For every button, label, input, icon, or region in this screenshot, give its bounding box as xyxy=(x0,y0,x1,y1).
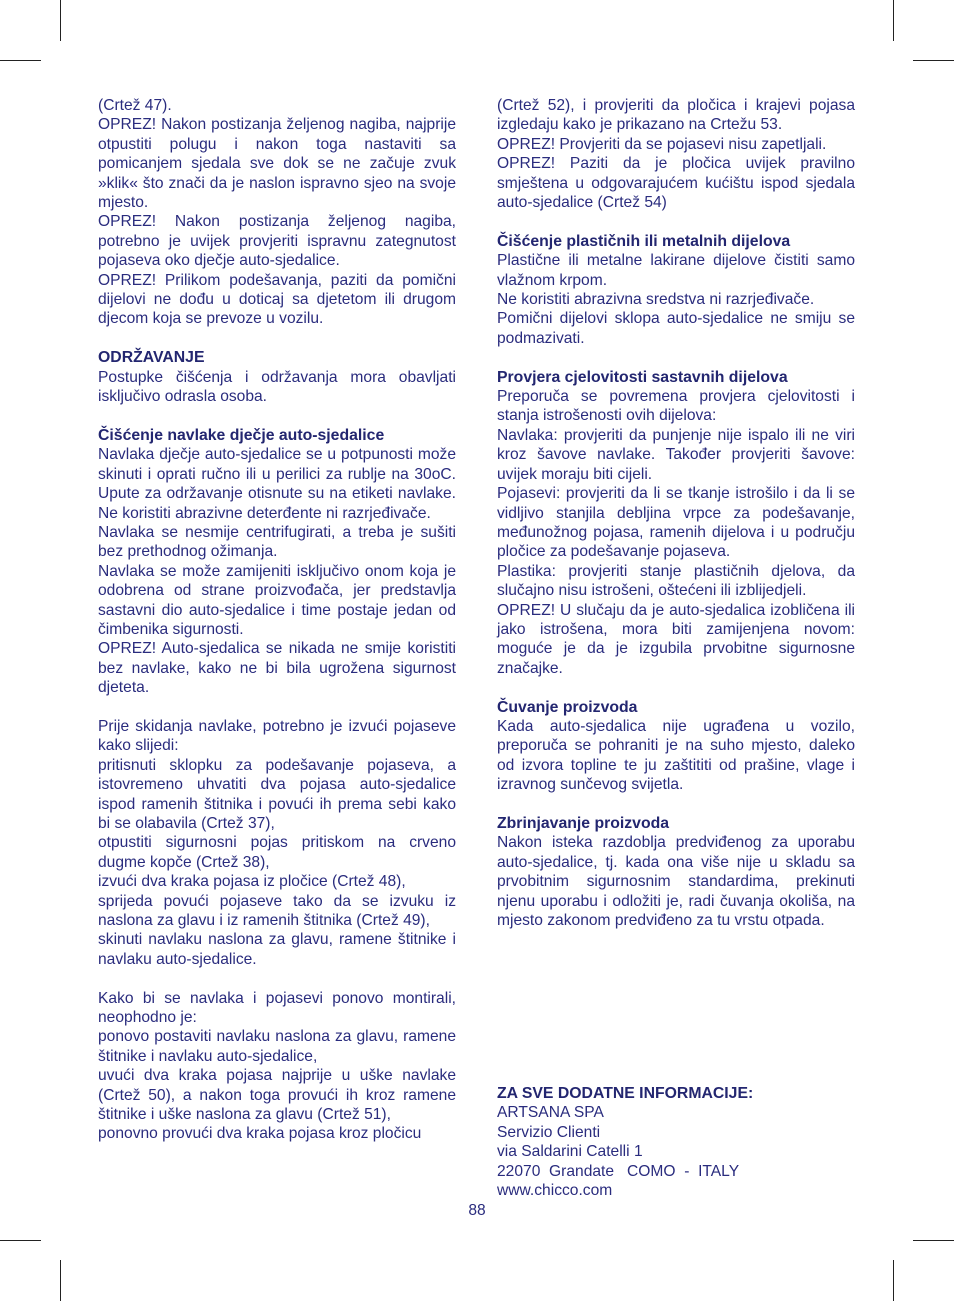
paragraph: Nakon isteka razdoblja predviđenog za uporabu auto-sjedalice, tj. kada ona više nije u skladu sa prvobitnim sigurnosnim standardima, prekinuti njenu uporabu i odložiti je, radi čuvanja okoliša, na mjesto zakonom predviđeno za tu vrstu otpada. xyxy=(497,834,855,929)
paragraph: Pojasevi: provjeriti da li se tkanje istrošilo i da li se vidljivo stanjila debljina vrpce za podešavanje, međunožnog pojasa, ramenih dijelova i u području pločice za podešavanje pojaseva. xyxy=(497,485,855,561)
crop-mark xyxy=(893,1260,894,1301)
contact-line: via Saldarini Catelli 1 xyxy=(497,1143,643,1161)
paragraph: Prije skidanja navlake, potrebno je izvući pojaseve kako slijedi: xyxy=(98,717,456,755)
paragraph-gap xyxy=(98,698,456,717)
section-heading: ODRŽAVANJE xyxy=(98,349,205,367)
paragraph: OPREZ! Prilikom podešavanja, paziti da pomični dijelovi ne dođu u doticaj sa djetetom ili drugom djecom koja se prevoze u vozilu. xyxy=(98,271,456,328)
paragraph: Kako bi se navlaka i pojasevi ponovo montirali, neophodno je: xyxy=(98,989,456,1027)
contact-line: ARTSANA SPA xyxy=(497,1104,604,1122)
paragraph: skinuti navlaku naslona za glavu, ramene štitnike i navlaku auto-sjedalice. xyxy=(98,931,456,968)
paragraph: Navlaka se može zamijeniti isključivo onom koja je odobrena od strane proizvođača, jer predstavlja sastavni dio auto-sjedalice i time postaje jedan od čimbenika sigurnosti. xyxy=(98,562,456,638)
paragraph: OPREZ! Auto-sjedalica se nikada ne smije koristiti bez navlake, kako ne bi bila ugrožena sigurnost djeteta. xyxy=(98,640,456,697)
paragraph: Plastika: provjeriti stanje plastičnih djelova, da slučajno nisu istrošeni, oštećeni ili izblijedjeli. xyxy=(497,562,855,600)
contact-line: Servizio Clienti xyxy=(497,1123,601,1141)
paragraph-gap xyxy=(98,329,456,348)
section-heading: Čišćenje navlake dječje auto-sjedalice xyxy=(98,426,385,444)
contact-website-link[interactable]: www.chicco.com xyxy=(497,1182,613,1200)
paragraph: OPREZ! U slučaju da je auto-sjedalica izobličena ili jako istrošena, mora biti zamijenjena novom: moguće je da je izgubila prvobitne sigurnosne značajke. xyxy=(497,601,855,677)
paragraph-gap xyxy=(497,348,855,367)
contact-heading: ZA SVE DODATNE INFORMACIJE: xyxy=(497,1085,754,1102)
paragraph-gap xyxy=(497,212,855,231)
paragraph-gap xyxy=(98,406,456,425)
section-heading: Provjera cjelovitosti sastavnih dijelova xyxy=(497,368,788,386)
paragraph: OPREZ! Paziti da je pločica uvijek pravilno smještena u odgovarajućem kućištu ispod sjedala auto-sjedalice (Crtež 54) xyxy=(497,155,855,212)
paragraph: ponovo postaviti navlaku naslona za glavu, ramene štitnike i navlaku auto-sjedalice, xyxy=(98,1028,456,1065)
crop-mark xyxy=(60,0,61,41)
paragraph: sprijeda povući pojaseve tako da se izvuku iz naslona za glavu i iz ramenih štitnika (Crtež 49), xyxy=(98,892,456,930)
paragraph: otpustiti sigurnosni pojas pritiskom na crveno dugme kopče (Crtež 38), xyxy=(98,834,456,871)
paragraph-gap xyxy=(497,678,855,697)
paragraph-gap xyxy=(497,795,855,814)
paragraph: Ne koristiti abrazivna sredstva ni razrjeđivače. xyxy=(497,291,815,309)
paragraph: Postupke čišćenja i održavanja mora obavljati isključivo odrasla osoba. xyxy=(98,368,456,406)
crop-mark xyxy=(913,1240,954,1241)
paragraph: Pomični dijelovi sklopa auto-sjedalice ne smiju se podmazivati. xyxy=(497,310,855,347)
paragraph: OPREZ! Nakon postizanja željenog nagiba, potrebno je uvijek provjeriti ispravnu zategnutost pojaseva oko dječje auto-sjedalice. xyxy=(98,213,456,270)
paragraph: Kada auto-sjedalica nije ugrađena u vozilo, preporuča se pohraniti je na suho mjesto, daleko od izvora topline te ju zaštititi od prašine, vlage i izravnog sunčevog svijetla. xyxy=(497,717,855,794)
paragraph: OPREZ! Provjeriti da se pojasevi nisu zapetljali. xyxy=(497,135,827,153)
paragraph: Plastične ili metalne lakirane dijelove čistiti samo vlažnom krpom. xyxy=(497,252,855,289)
section-heading: Čišćenje plastičnih ili metalnih dijelova xyxy=(497,232,791,250)
contact-line: 22070 Grandate COMO - ITALY xyxy=(497,1162,740,1180)
paragraph: Navlaka dječje auto-sjedalice se u potpunosti može skinuti i oprati ručno ili u perilici za rublje na 30oC. Upute za održavanje otisnute su na etiketi navlake. Ne koristiti abrazivne deterđente ni razrjeđivače. xyxy=(98,446,456,522)
paragraph-gap xyxy=(98,969,456,988)
crop-mark xyxy=(893,0,894,41)
crop-mark xyxy=(0,60,41,61)
paragraph: Navlaka: provjeriti da punjenje nije ispalo ili ne viri kroz šavove navlake. Također provjeriti šavove: uvijek moraju biti cijeli. xyxy=(497,426,855,483)
paragraph: izvući dva kraka pojasa iz pločice (Crtež 48), xyxy=(98,873,406,891)
section-heading: Čuvanje proizvoda xyxy=(497,698,638,716)
paragraph: (Crtež 47). xyxy=(98,97,172,114)
page-number: 88 xyxy=(468,1202,486,1219)
paragraph: Preporuča se povremena provjera cjelovitosti i stanja istrošenosti ovih dijelova: xyxy=(497,388,855,425)
paragraph: OPREZ! Nakon postizanja željenog nagiba, najprije otpustiti polugu i nakon toga nastaviti sa pomicanjem sjedala sve dok se ne začuje zvuk »klik« što znači da je naslon ispravno sjeo na svoje mjesto. xyxy=(98,116,456,212)
section-heading: Zbrinjavanje proizvoda xyxy=(497,814,670,832)
paragraph: uvući dva kraka pojasa najprije u uške navlake (Crtež 50), a nakon toga provući ih kroz ramene štitnike i uške naslona za glavu (Crtež 51), xyxy=(98,1067,456,1124)
crop-mark xyxy=(0,1240,41,1241)
contact-block xyxy=(497,1084,855,1200)
left-column xyxy=(98,96,456,1144)
right-column xyxy=(497,96,855,930)
paragraph: ponovno provući dva kraka pojasa kroz pločicu xyxy=(98,1125,422,1143)
paragraph: pritisnuti sklopku za podešavanje pojaseva, a istovremeno uhvatiti dva pojasa auto-sjedalice ispod ramenih štitnika i povući ih prema sebi kako bi se olabavila (Crtež 37), xyxy=(98,756,456,832)
paragraph: (Crtež 52), i provjeriti da pločica i krajevi pojasa izgledaju kako je prikazano na Crtežu 53. xyxy=(497,97,855,134)
crop-mark xyxy=(913,60,954,61)
crop-mark xyxy=(60,1260,61,1301)
paragraph: Navlaka se nesmije centrifugirati, a treba je sušiti bez prethodnog ožimanja. xyxy=(98,523,456,561)
